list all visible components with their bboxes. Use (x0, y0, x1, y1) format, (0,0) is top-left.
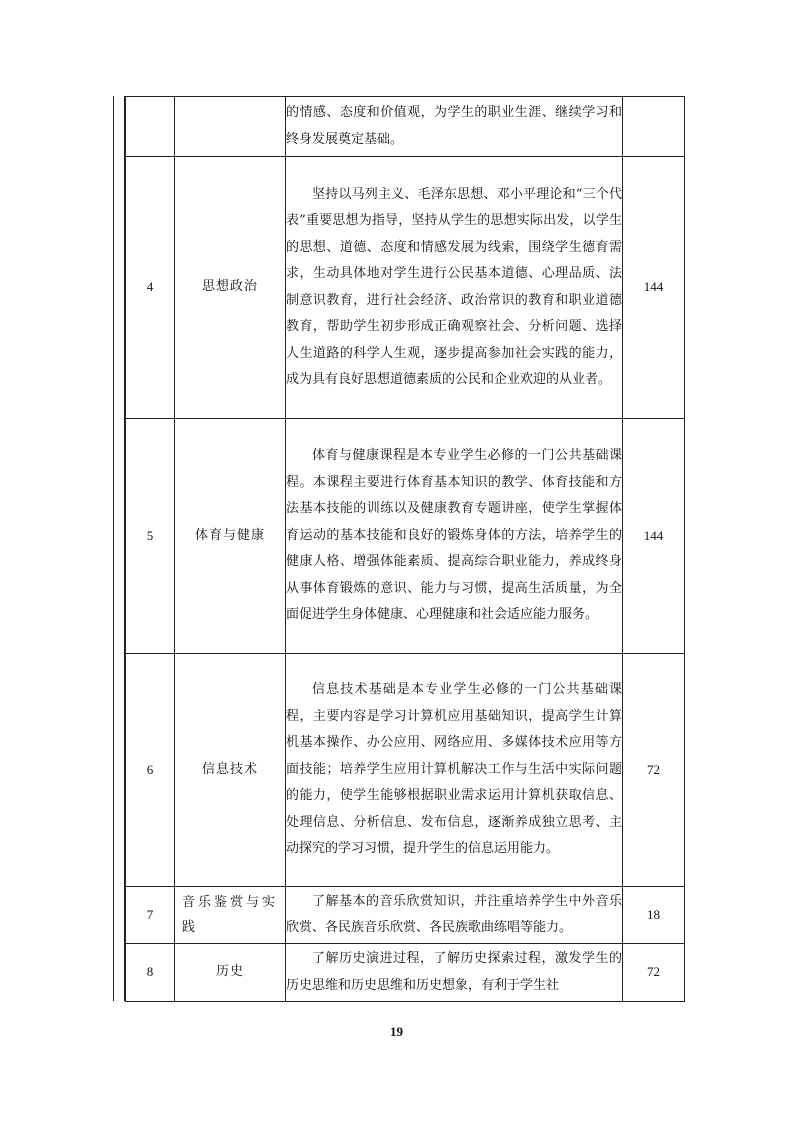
course-name: 音乐鉴赏与实践 (175, 887, 286, 944)
course-description-text: 体育与健康课程是本专业学生必修的一门公共基础课程。本课程主要进行体育基本知识的教学、体育技能和方法基本技能的训练以及健康教育专题讲座，使学生掌握体育运动的基本技能和良好的锻炼身体的方法，培养学生的健康人格、增强体能素质、提高综合职业能力，养成终身从事体育锻炼的意识、能力与习惯，提高生活质量，为全面促进学生身体健康、心理健康和社会适应能力服务。 (286, 448, 622, 623)
course-hours: 144 (623, 157, 685, 419)
course-description (286, 419, 623, 654)
course-hours: 72 (623, 944, 685, 1002)
page-number: 19 (390, 1024, 403, 1039)
course-description-text: 了解历史演进过程，了解历史探索过程，激发学生的历史思维和历史思维和历史想象，有利于学生社 (286, 951, 622, 993)
table-row (126, 419, 685, 654)
course-name (175, 97, 286, 157)
course-number: 7 (126, 887, 175, 944)
course-description-text: 坚持以马列主义、毛泽东思想、邓小平理论和“三个代表”重要思想为指导，坚持从学生的思想实际出发，以学生的思想、道德、态度和情感发展为线索，围绕学生德育需求，生动具体地对学生进行公民基本道德、心理品质、法制意识教育，进行社会经济、政治常识的教育和职业道德教育，帮助学生初步形成正确观察社会、分析问题、选择人生道路的科学人生观，逐步提高参加社会实践的能力，成为具有良好思想道德素质的公民和企业欢迎的从业者。 (286, 186, 622, 387)
table-row (126, 654, 685, 887)
course-description (286, 654, 623, 887)
course-description-text: 的情感、态度和价值观，为学生的职业生涯、继续学习和终身发展奠定基础。 (286, 105, 622, 147)
course-hours: 72 (623, 654, 685, 887)
table-row (126, 157, 685, 419)
table-left-margin-column (113, 96, 125, 1001)
course-number: 5 (126, 419, 175, 654)
course-description-text: 了解基本的音乐欣赏知识，并注重培养学生中外音乐欣赏、各民族音乐欣赏、各民族歌曲练唱等能力。 (286, 893, 622, 935)
course-description-text: 信息技术基础是本专业学生必修的一门公共基础课程，主要内容是学习计算机应用基础知识，提高学生计算机基本操作、办公应用、网络应用、多媒体技术应用等方面技能；培养学生应用计算机解决工作与生活中实际问题的能力，使学生能够根据职业需求运用计算机获取信息、处理信息、分析信息、发布信息，逐渐养成独立思考、主动探究的学习习惯，提升学生的信息运用能力。 (286, 682, 622, 857)
course-description (286, 887, 623, 944)
course-number: 6 (126, 654, 175, 887)
table-row (126, 887, 685, 944)
course-name: 历史 (175, 944, 286, 1002)
course-hours: 144 (623, 419, 685, 654)
course-description (286, 944, 623, 1002)
course-hours (623, 97, 685, 157)
course-description (286, 157, 623, 419)
course-name: 体育与健康 (175, 419, 286, 654)
table-row (126, 97, 685, 157)
table-row (126, 944, 685, 1002)
course-hours: 18 (623, 887, 685, 944)
course-name: 思想政治 (175, 157, 286, 419)
course-name: 信息技术 (175, 654, 286, 887)
course-description (286, 97, 623, 157)
course-number: 8 (126, 944, 175, 1002)
course-number: 4 (126, 157, 175, 419)
course-number (126, 97, 175, 157)
course-table (125, 96, 685, 1002)
